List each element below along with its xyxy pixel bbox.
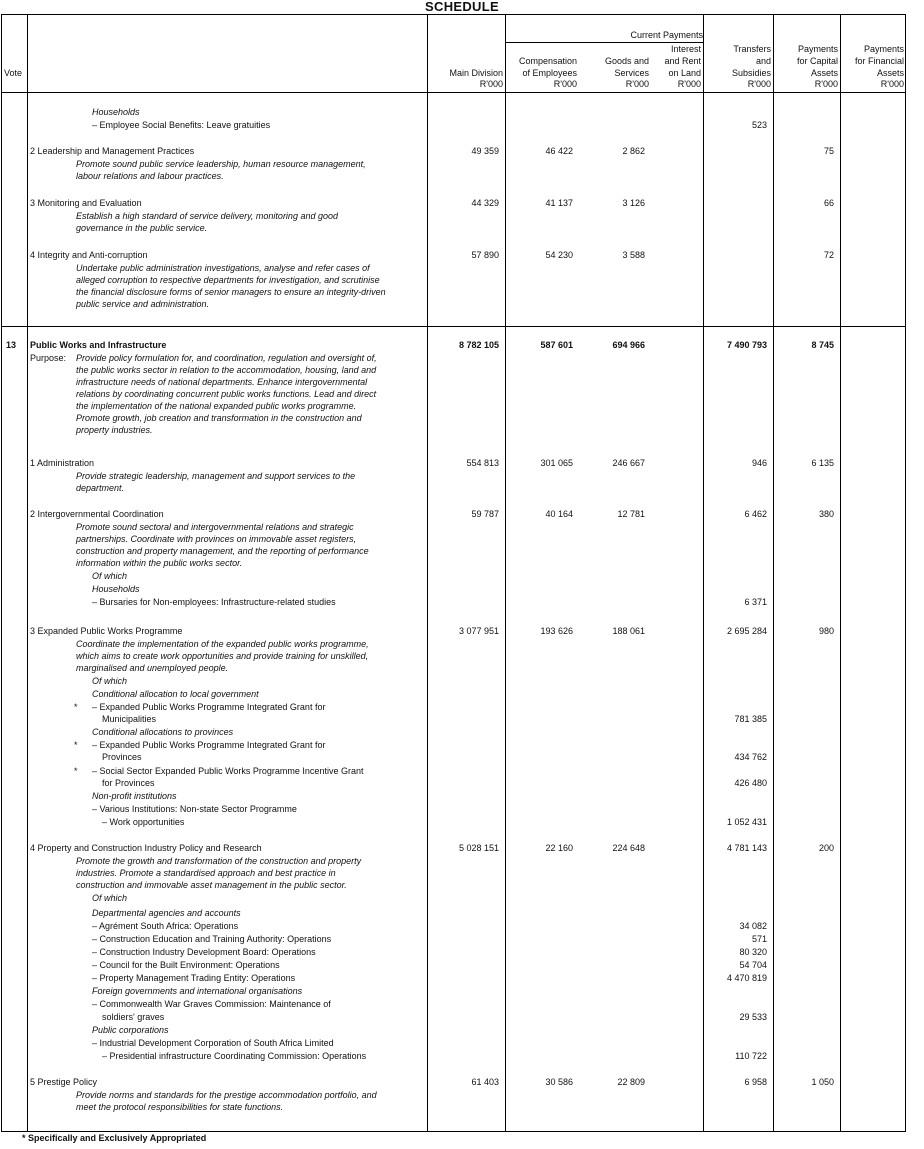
header-transfers-3: Subsidies [731,68,771,78]
value-main: 61 403 [471,1077,499,1087]
value-comp: 40 164 [545,509,573,519]
item-line: Purpose: [30,353,67,363]
description-line: the public works sector in relation to the accommodation, housing, land and [76,365,377,375]
description-line: industries. Promote a standardised approach and best practice in [76,868,336,878]
item-line: Provinces [102,752,142,762]
header-interest-1: Interest [670,44,701,54]
header-transfers-1: Transfers [733,44,771,54]
unit-interest: R'000 [677,79,701,89]
header-main-division: Main Division [449,68,503,78]
value-main: 8 782 105 [458,340,499,350]
description-line: Undertake public administration investigations, analyse and refer cases of [76,263,370,273]
col-line [840,15,841,1131]
appropriation-star: * [74,702,78,712]
value-main: 44 329 [471,198,499,208]
value-comp: 54 230 [545,250,573,260]
value-comp: 46 422 [545,146,573,156]
value-comp: 22 160 [545,843,573,853]
header-divider [2,92,905,93]
footnote: * Specifically and Exclusively Appropriated [22,1133,207,1143]
description-line: Coordinate the implementation of the expanded public works programme, [76,639,369,649]
description-line: Public corporations [92,1025,169,1035]
description-line: Conditional allocation to local government [92,689,259,699]
col-line [427,15,428,1131]
description-line: property industries. [76,425,153,435]
value-capital: 72 [823,250,834,260]
value-transfers: 781 385 [734,714,767,724]
programme-title: 3 Monitoring and Evaluation [30,198,142,208]
description-line: the financial disclosure forms of senior managers to ensure an integrity-driven [76,287,386,297]
page-title: SCHEDULE [425,0,499,14]
vote-title: Public Works and Infrastructure [30,340,167,350]
item-line: – Expanded Public Works Programme Integrated Grant for [92,702,326,712]
item-line: – Work opportunities [102,817,185,827]
item-line: – Expanded Public Works Programme Integrated Grant for [92,740,326,750]
header-transfers-2: and [755,56,771,66]
value-capital: 66 [823,198,834,208]
value-goods: 246 667 [612,458,645,468]
header-capital-1: Payments [797,44,838,54]
description-line: marginalised and unemployed people. [76,663,229,673]
unit-transfers: R'000 [747,79,771,89]
item-line: Municipalities [102,714,157,724]
programme-title: 2 Leadership and Management Practices [30,146,195,156]
value-transfers: 80 320 [739,947,767,957]
item-line: – Employee Social Benefits: Leave gratuities [92,120,271,130]
unit-capital: R'000 [814,79,838,89]
schedule-table [1,14,906,1132]
description-line: Provide policy formulation for, and coordination, regulation and oversight of, [76,353,377,363]
value-goods: 3 588 [622,250,645,260]
header-goods-1: Goods and [604,56,649,66]
description-line: which aims to create work opportunities and provide training for unskilled, [76,651,369,661]
description-line: alleged corruption to respective departments for investigation, and scrutinise [76,275,380,285]
value-capital: 980 [818,626,834,636]
value-capital: 380 [818,509,834,519]
item-line: – Property Management Trading Entity: Operations [92,973,296,983]
description-line: Establish a high standard of service delivery, monitoring and good [76,211,338,221]
header-interest-2: and Rent [664,56,701,66]
unit-goods: R'000 [625,79,649,89]
value-goods: 22 809 [617,1077,645,1087]
item-line: – Council for the Built Environment: Operations [92,960,280,970]
header-financial-2: for Financial [854,56,904,66]
item-line: – Agrément South Africa: Operations [92,921,239,931]
description-line: Households [92,107,140,117]
section-divider [2,326,905,327]
value-main: 554 813 [466,458,499,468]
unit-comp: R'000 [553,79,577,89]
value-transfers: 29 533 [739,1012,767,1022]
value-transfers: 2 695 284 [726,626,767,636]
col-line [27,15,28,1131]
header-financial-3: Assets [876,68,904,78]
value-goods: 188 061 [612,626,645,636]
value-transfers: 426 480 [734,778,767,788]
description-line: Promote sound sectoral and intergovernmental relations and strategic [76,522,354,532]
description-line: Non-profit institutions [92,791,177,801]
value-transfers: 6 958 [744,1077,767,1087]
description-line: department. [76,483,125,493]
programme-title: 1 Administration [30,458,95,468]
description-line: Of which [92,676,128,686]
description-line: relations by coordinating concurrent public works functions. Lead and direct [76,389,377,399]
value-transfers: 1 052 431 [726,817,767,827]
description-line: Conditional allocations to provinces [92,727,234,737]
value-capital: 6 135 [811,458,834,468]
programme-title: 2 Intergovernmental Coordination [30,509,164,519]
value-transfers: 571 [751,934,767,944]
header-financial-1: Payments [863,44,904,54]
value-transfers: 54 704 [739,960,767,970]
description-line: infrastructure needs of national departments. Enhance intergovernmental [76,377,368,387]
description-line: Promote growth, job creation and transformation in the construction and [76,413,362,423]
programme-title: 3 Expanded Public Works Programme [30,626,183,636]
item-line: – Various Institutions: Non-state Sector Programme [92,804,297,814]
header-vote: Vote [4,68,23,78]
value-transfers: 7 490 793 [726,340,767,350]
unit-main: R'000 [479,79,503,89]
vote-number: 13 [6,340,17,350]
header-goods-2: Services [614,68,649,78]
value-main: 49 359 [471,146,499,156]
value-comp: 30 586 [545,1077,573,1087]
item-line: – Commonwealth War Graves Commission: Maintenance of [92,999,331,1009]
description-line: governance in the public service. [76,223,208,233]
description-line: information within the public works sector. [76,558,243,568]
appropriation-star: * [74,766,78,776]
item-line: – Industrial Development Corporation of South Africa Limited [92,1038,334,1048]
description-line: Of which [92,893,128,903]
value-transfers: 946 [751,458,767,468]
col-line [505,15,506,1131]
appropriation-star: * [74,740,78,750]
value-main: 57 890 [471,250,499,260]
item-line: soldiers' graves [102,1012,165,1022]
description-line: the implementation of the national expanded public works programme. [76,401,357,411]
description-line: Promote sound public service leadership, human resource management, [76,159,366,169]
unit-financial: R'000 [880,79,904,89]
value-goods: 694 966 [612,340,645,350]
value-transfers: 6 462 [744,509,767,519]
header-current-payments: Current Payments [630,30,703,40]
value-transfers: 4 781 143 [726,843,767,853]
value-comp: 193 626 [540,626,573,636]
item-line: – Social Sector Expanded Public Works Programme Incentive Grant [92,766,364,776]
value-capital: 1 050 [811,1077,834,1087]
programme-title: 4 Property and Construction Industry Policy and Research [30,843,262,853]
description-line: Provide norms and standards for the prestige accommodation portfolio, and [76,1090,377,1100]
value-main: 3 077 951 [458,626,499,636]
value-transfers: 34 082 [739,921,767,931]
value-transfers: 523 [751,120,767,130]
header-compensation-2: of Employees [522,68,577,78]
value-goods: 3 126 [622,198,645,208]
header-interest-3: on Land [668,68,701,78]
description-line: meet the protocol responsibilities for state functions. [76,1102,284,1112]
value-transfers: 6 371 [744,597,767,607]
value-transfers: 434 762 [734,752,767,762]
value-comp: 587 601 [540,340,573,350]
programme-title: 5 Prestige Policy [30,1077,98,1087]
description-line: construction and property management, and the reporting of performance [76,546,369,556]
value-main: 5 028 151 [458,843,499,853]
header-capital-3: Assets [810,68,838,78]
item-line: for Provinces [102,778,155,788]
value-capital: 8 745 [811,340,834,350]
value-goods: 2 862 [622,146,645,156]
description-line: labour relations and labour practices. [76,171,224,181]
value-transfers: 4 470 819 [726,973,767,983]
item-line: – Presidential infrastructure Coordinating Commission: Operations [102,1051,367,1061]
value-comp: 41 137 [545,198,573,208]
value-comp: 301 065 [540,458,573,468]
description-line: public service and administration. [76,299,210,309]
item-line: – Construction Industry Development Board: Operations [92,947,316,957]
description-line: partnerships. Coordinate with provinces on immovable asset registers, [76,534,357,544]
description-line: construction and immovable asset management in the public sector. [76,880,347,890]
value-capital: 200 [818,843,834,853]
item-line: – Construction Education and Training Authority: Operations [92,934,332,944]
programme-title: 4 Integrity and Anti-corruption [30,250,148,260]
description-line: Foreign governments and international organisations [92,986,303,996]
value-transfers: 110 722 [735,1051,767,1061]
description-line: Of which [92,571,128,581]
item-line: – Bursaries for Non-employees: Infrastructure-related studies [92,597,336,607]
description-line: Departmental agencies and accounts [92,908,241,918]
value-goods: 12 781 [617,509,645,519]
header-compensation-1: Compensation [518,56,577,66]
header-capital-2: for Capital [796,56,838,66]
value-main: 59 787 [471,509,499,519]
description-line: Provide strategic leadership, management and support services to the [76,471,356,481]
description-line: Promote the growth and transformation of the construction and property [76,856,362,866]
description-line: Households [92,584,140,594]
value-capital: 75 [823,146,834,156]
value-goods: 224 648 [612,843,645,853]
col-line [773,15,774,1131]
